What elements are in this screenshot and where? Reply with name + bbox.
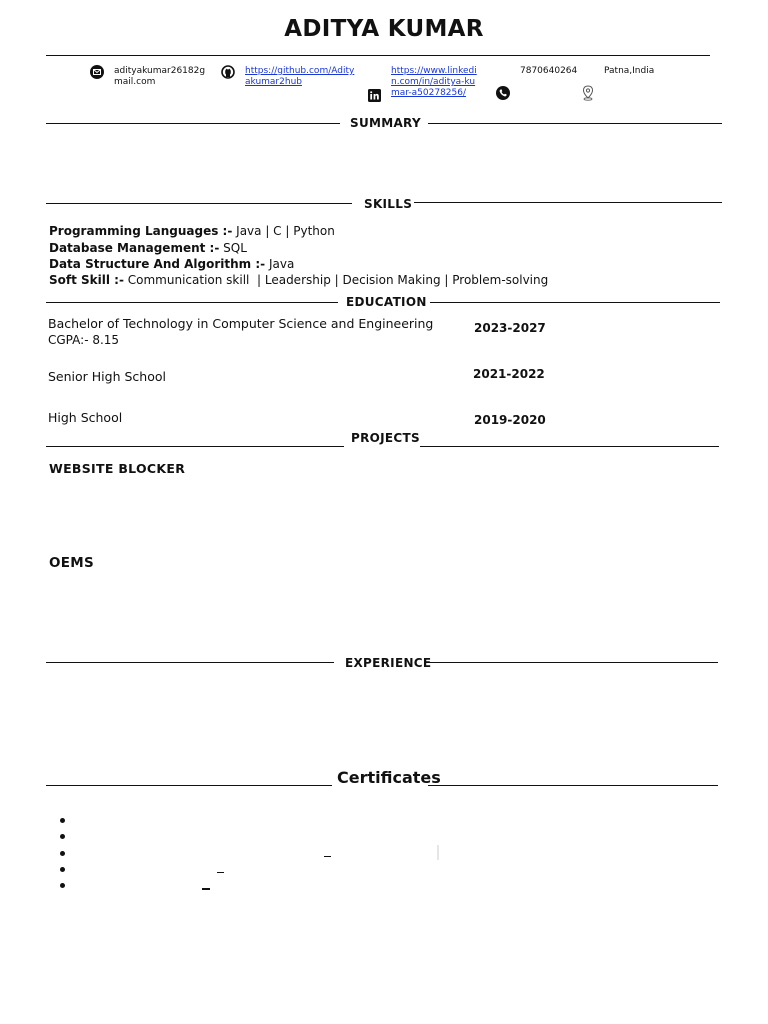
certificate-bullet xyxy=(60,883,65,888)
skill-line xyxy=(49,241,247,255)
candidate-name: ADITYA KUMAR xyxy=(284,16,484,42)
certificate-bullet xyxy=(60,867,65,872)
experience-divider-right xyxy=(428,662,718,663)
skill-value: Communication skill | Leadership | Decision Making | Problem-solving xyxy=(123,273,549,287)
faint-mark xyxy=(437,845,439,860)
education-years: 2021-2022 xyxy=(473,367,545,381)
email-icon xyxy=(90,64,104,78)
project-name: WEBSITE BLOCKER xyxy=(49,461,186,476)
certificates-heading: Certificates xyxy=(337,768,441,787)
linkedin-link[interactable]: https://www.linkedin.com/in/aditya-kumar-a50278256/ xyxy=(391,66,477,98)
skill-value: Java xyxy=(265,257,295,271)
phone-text: 7870640264 xyxy=(520,66,578,76)
education-divider-right xyxy=(430,302,720,303)
certificate-bullet xyxy=(60,834,65,839)
github-icon xyxy=(221,64,235,78)
projects-divider-left xyxy=(46,446,344,447)
github-link[interactable]: https://github.com/Adityakumar2hub xyxy=(245,66,355,87)
certificates-divider-left xyxy=(46,785,332,786)
summary-divider-left xyxy=(46,123,340,124)
skill-label: Soft Skill :- xyxy=(49,273,124,287)
location-text: Patna,India xyxy=(604,66,655,76)
certificate-dash xyxy=(202,888,210,890)
skill-label: Programming Languages :- xyxy=(49,224,233,238)
experience-heading: EXPERIENCE xyxy=(345,656,432,670)
location-pin-icon xyxy=(581,85,595,99)
skill-line xyxy=(49,257,294,271)
skills-divider-right xyxy=(414,202,722,203)
skill-label: Database Management :- xyxy=(49,241,220,255)
email-text: adityakumar26182gmail.com xyxy=(114,66,206,87)
education-detail: CGPA:- 8.15 xyxy=(48,333,120,347)
education-years: 2019-2020 xyxy=(474,413,546,427)
phone-icon xyxy=(496,85,510,99)
certificate-dash xyxy=(324,856,331,857)
education-years: 2023-2027 xyxy=(474,321,546,335)
summary-heading: SUMMARY xyxy=(350,116,421,130)
education-title: Bachelor of Technology in Computer Science and Engineering xyxy=(48,316,434,331)
projects-divider-right xyxy=(420,446,719,447)
skills-heading: SKILLS xyxy=(364,197,413,211)
certificates-divider-right xyxy=(428,785,718,786)
linkedin-icon xyxy=(368,87,381,100)
skill-line xyxy=(49,273,548,287)
summary-divider-right xyxy=(428,123,722,124)
certificate-dash xyxy=(217,872,224,873)
skill-value: SQL xyxy=(219,241,247,255)
project-name: OEMS xyxy=(49,555,95,571)
education-divider-left xyxy=(46,302,338,303)
skill-label: Data Structure And Algorithm :- xyxy=(49,257,266,271)
education-title: High School xyxy=(48,410,123,425)
experience-divider-left xyxy=(46,662,334,663)
skills-divider-left xyxy=(46,203,352,204)
skill-value: Java | C | Python xyxy=(232,224,335,238)
education-heading: EDUCATION xyxy=(346,295,427,309)
certificate-bullet xyxy=(60,818,65,823)
education-title: Senior High School xyxy=(48,369,166,384)
certificate-bullet xyxy=(60,851,65,856)
header-divider xyxy=(46,55,710,56)
projects-heading: PROJECTS xyxy=(351,431,420,445)
skill-line xyxy=(49,224,335,238)
